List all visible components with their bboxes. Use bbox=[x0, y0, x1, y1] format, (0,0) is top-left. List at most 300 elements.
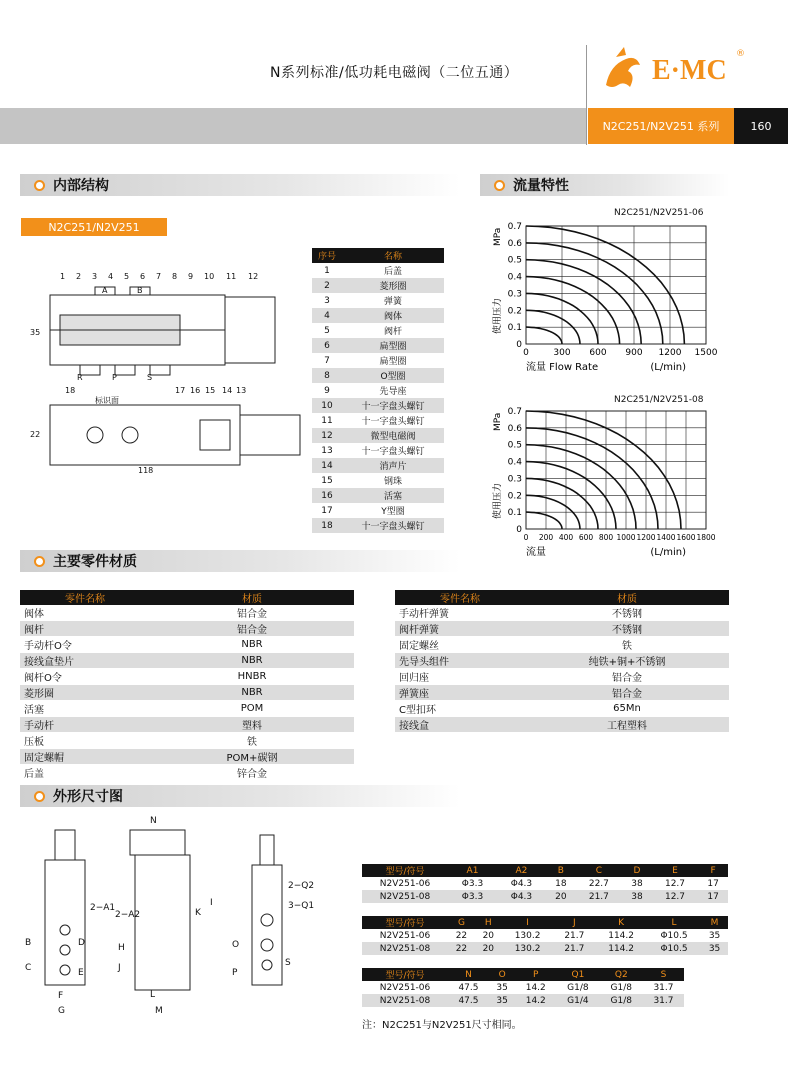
parts-row bbox=[312, 308, 444, 323]
dim-cell: 22.7 bbox=[576, 877, 622, 890]
bullet-icon bbox=[34, 791, 45, 802]
material-value: NBR bbox=[150, 637, 354, 653]
part-name: 接线盒 bbox=[395, 717, 525, 733]
part-no: 12 bbox=[312, 428, 342, 443]
mat-header-part: 零件名称 bbox=[20, 590, 150, 605]
material-value: 工程塑料 bbox=[525, 717, 729, 733]
label-m: M bbox=[155, 1006, 163, 1016]
dim-cell: N2V251-06 bbox=[362, 981, 448, 994]
part-name: 手动杆 bbox=[20, 717, 150, 733]
label-n: N bbox=[150, 816, 157, 826]
part-name: 阀杆 bbox=[342, 323, 444, 338]
dim-header: O bbox=[489, 968, 515, 981]
dim-width: 22 bbox=[30, 430, 41, 439]
dim-cell: N2V251-08 bbox=[362, 942, 448, 955]
label-o: O bbox=[232, 940, 240, 950]
callout-number: 3 bbox=[92, 272, 98, 281]
port-b: B bbox=[137, 286, 143, 295]
callout-number: 11 bbox=[226, 272, 237, 281]
callout-number: 15 bbox=[205, 386, 216, 395]
x-tick-label: 1000 bbox=[616, 533, 636, 542]
parts-row bbox=[312, 263, 444, 278]
label-k: K bbox=[195, 908, 201, 918]
part-name: 手动杆O令 bbox=[20, 637, 150, 653]
part-no: 9 bbox=[312, 383, 342, 398]
dim-header: G bbox=[448, 916, 475, 929]
part-name: C型扣环 bbox=[395, 701, 525, 717]
dim-cell: 22 bbox=[448, 929, 475, 942]
dim-header: E bbox=[652, 864, 698, 877]
dim-cell: 35 bbox=[701, 929, 728, 942]
x-tick-label: 600 bbox=[578, 533, 594, 542]
material-row bbox=[20, 605, 354, 621]
label-d: D bbox=[78, 938, 85, 948]
section-internal: 内部结构 bbox=[20, 174, 460, 196]
label-2-q2: 2−Q2 bbox=[288, 881, 315, 891]
part-no: 3 bbox=[312, 293, 342, 308]
dim-row bbox=[362, 981, 684, 994]
part-name: 阀杆弹簧 bbox=[395, 621, 525, 637]
dim-cell: G1/8 bbox=[556, 981, 599, 994]
parts-row bbox=[312, 503, 444, 518]
dim-row bbox=[362, 877, 728, 890]
callout-number: 5 bbox=[124, 272, 130, 281]
section-dimensions: 外形尺寸图 bbox=[20, 785, 460, 807]
internal-structure-drawing bbox=[20, 265, 305, 480]
part-no: 2 bbox=[312, 278, 342, 293]
mat-header-material: 材质 bbox=[525, 590, 729, 605]
flow-curve bbox=[526, 327, 562, 344]
part-name: O型圈 bbox=[342, 368, 444, 383]
dim-header: B bbox=[546, 864, 576, 877]
material-value: NBR bbox=[150, 653, 354, 669]
part-no: 17 bbox=[312, 503, 342, 518]
dim-height: 35 bbox=[30, 328, 41, 337]
part-name: 钢珠 bbox=[342, 473, 444, 488]
material-value: 铁 bbox=[525, 637, 729, 653]
parts-row bbox=[312, 518, 444, 533]
part-name: 活塞 bbox=[20, 701, 150, 717]
logo-text: E·MC bbox=[652, 55, 727, 86]
material-row bbox=[20, 621, 354, 637]
x-tick-label: 400 bbox=[558, 533, 574, 542]
dim-header: 型号/符号 bbox=[362, 968, 448, 981]
dim-cell: 17 bbox=[698, 890, 728, 903]
part-name: 阀杆O令 bbox=[20, 669, 150, 685]
callout-number: 17 bbox=[175, 386, 186, 395]
part-name: 阀体 bbox=[20, 605, 150, 621]
parts-row bbox=[312, 323, 444, 338]
x-axis-unit: (L/min) bbox=[650, 362, 686, 373]
dim-row bbox=[362, 942, 728, 955]
material-row bbox=[20, 749, 354, 765]
part-name: 固定螺丝 bbox=[395, 637, 525, 653]
dim-header: J bbox=[553, 916, 595, 929]
bullet-icon bbox=[34, 556, 45, 567]
label-f: F bbox=[58, 991, 64, 1001]
label-l: L bbox=[150, 990, 156, 1000]
parts-row bbox=[312, 488, 444, 503]
mat-header-part: 零件名称 bbox=[395, 590, 525, 605]
dim-table-1 bbox=[362, 864, 728, 903]
part-name: 接线盒垫片 bbox=[20, 653, 150, 669]
y-tick-label: 0.4 bbox=[507, 457, 522, 468]
bullet-icon bbox=[494, 180, 505, 191]
y-tick-label: 0.2 bbox=[507, 306, 522, 317]
dim-cell: 130.2 bbox=[502, 929, 554, 942]
dim-cell: 21.7 bbox=[553, 929, 595, 942]
dim-cell: 35 bbox=[701, 942, 728, 955]
y-tick-label: 0.5 bbox=[507, 440, 522, 451]
part-no: 16 bbox=[312, 488, 342, 503]
dim-cell: Φ10.5 bbox=[647, 929, 701, 942]
part-no: 13 bbox=[312, 443, 342, 458]
callout-number: 6 bbox=[140, 272, 146, 281]
material-row bbox=[395, 701, 729, 717]
nameplate-label: 标识面 bbox=[95, 396, 119, 405]
dim-cell: 20 bbox=[475, 942, 502, 955]
material-row bbox=[395, 717, 729, 733]
parts-row bbox=[312, 398, 444, 413]
dim-cell: 38 bbox=[622, 890, 652, 903]
dim-cell: Φ3.3 bbox=[448, 890, 497, 903]
dim-header: Q1 bbox=[556, 968, 599, 981]
chart1-title: N2C251/N2V251-06 bbox=[614, 208, 704, 218]
part-no: 1 bbox=[312, 263, 342, 278]
part-no: 14 bbox=[312, 458, 342, 473]
material-value: 铁 bbox=[150, 733, 354, 749]
callout-number: 4 bbox=[108, 272, 114, 281]
label-i: I bbox=[210, 898, 213, 908]
parts-row bbox=[312, 473, 444, 488]
dim-cell: 12.7 bbox=[652, 890, 698, 903]
label-e: E bbox=[78, 968, 84, 978]
parts-table bbox=[312, 248, 444, 533]
x-tick-label: 1200 bbox=[636, 533, 656, 542]
section-flow: 流量特性 bbox=[480, 174, 730, 196]
part-name: 阀体 bbox=[342, 308, 444, 323]
y-tick-label: 0.1 bbox=[507, 323, 522, 334]
material-value: 铝合金 bbox=[525, 669, 729, 685]
material-value: 塑料 bbox=[150, 717, 354, 733]
part-no: 11 bbox=[312, 413, 342, 428]
port-r: R bbox=[77, 373, 83, 382]
part-name: 活塞 bbox=[342, 488, 444, 503]
dim-cell: 14.2 bbox=[515, 981, 556, 994]
part-name: 菱形圈 bbox=[20, 685, 150, 701]
y-tick-label: 0.3 bbox=[507, 289, 522, 300]
x-tick-label: 1600 bbox=[676, 533, 696, 542]
callout-number: 12 bbox=[248, 272, 259, 281]
part-name: 先导座 bbox=[342, 383, 444, 398]
flow-curve bbox=[526, 260, 641, 344]
y-tick-label: 0.6 bbox=[507, 238, 522, 249]
dim-header: N bbox=[448, 968, 489, 981]
parts-row bbox=[312, 353, 444, 368]
label-s: S bbox=[285, 958, 291, 968]
parts-header-no: 序号 bbox=[312, 248, 342, 263]
material-value: 65Mn bbox=[525, 701, 729, 717]
x-tick-label: 0 bbox=[523, 348, 529, 358]
dim-header: A2 bbox=[497, 864, 546, 877]
material-value: HNBR bbox=[150, 669, 354, 685]
parts-row bbox=[312, 293, 444, 308]
y-tick-label: 0.6 bbox=[507, 423, 522, 434]
dim-length: 118 bbox=[138, 466, 154, 475]
part-no: 4 bbox=[312, 308, 342, 323]
dim-header: L bbox=[647, 916, 701, 929]
dim-cell: 21.7 bbox=[553, 942, 595, 955]
y-axis-unit: MPa bbox=[493, 412, 503, 431]
registered-mark: ® bbox=[736, 49, 745, 59]
dim-table-2 bbox=[362, 916, 728, 955]
dim-cell: 35 bbox=[489, 994, 515, 1007]
parts-row bbox=[312, 458, 444, 473]
y-tick-label: 0.4 bbox=[507, 272, 522, 283]
dim-cell: N2V251-06 bbox=[362, 877, 448, 890]
x-tick-label: 300 bbox=[553, 348, 571, 358]
x-tick-label: 1800 bbox=[696, 533, 716, 542]
flow-chart-08 bbox=[488, 405, 728, 565]
dim-cell: Φ10.5 bbox=[647, 942, 701, 955]
x-tick-label: 200 bbox=[538, 533, 554, 542]
flow-chart-06 bbox=[488, 220, 728, 380]
label-b: B bbox=[25, 938, 32, 948]
dim-cell: 31.7 bbox=[643, 981, 684, 994]
dim-cell: 17 bbox=[698, 877, 728, 890]
material-row bbox=[395, 605, 729, 621]
part-name: 十一字盘头螺钉 bbox=[342, 518, 444, 533]
dim-cell: 14.2 bbox=[515, 994, 556, 1007]
material-value: NBR bbox=[150, 685, 354, 701]
label-p: P bbox=[232, 968, 238, 978]
part-name: 十一字盘头螺钉 bbox=[342, 413, 444, 428]
material-value: 纯铁+铜+不锈钢 bbox=[525, 653, 729, 669]
x-tick-label: 800 bbox=[598, 533, 614, 542]
label-j: J bbox=[118, 963, 121, 973]
dim-cell: 130.2 bbox=[502, 942, 554, 955]
dim-cell: 114.2 bbox=[595, 929, 647, 942]
dim-header: 型号/符号 bbox=[362, 916, 448, 929]
label-2-a1: 2−A1 bbox=[90, 903, 116, 913]
footnote: 注：N2C251与N2V251尺寸相同。 bbox=[362, 1020, 522, 1031]
header-gray-bar bbox=[0, 108, 586, 144]
page-title: N系列标准/低功耗电磁阀（二位五通） bbox=[270, 65, 519, 81]
brand-logo bbox=[596, 45, 756, 95]
x-tick-label: 1200 bbox=[658, 348, 682, 358]
material-value: POM+碳钢 bbox=[150, 749, 354, 765]
part-name: 弹簧 bbox=[342, 293, 444, 308]
y-tick-label: 0 bbox=[516, 340, 522, 350]
material-row bbox=[395, 653, 729, 669]
dim-table-3 bbox=[362, 968, 684, 1007]
dim-header: H bbox=[475, 916, 502, 929]
part-no: 15 bbox=[312, 473, 342, 488]
material-row bbox=[395, 669, 729, 685]
x-tick-label: 1500 bbox=[694, 348, 718, 358]
label-2-a2: 2−A2 bbox=[115, 910, 141, 920]
part-name: 后盖 bbox=[20, 765, 150, 781]
x-axis-label: 流量 bbox=[526, 547, 546, 558]
dim-cell: Φ3.3 bbox=[448, 877, 497, 890]
label-3-q1: 3−Q1 bbox=[288, 901, 315, 911]
dim-header: 型号/符号 bbox=[362, 864, 448, 877]
mat-header-material: 材质 bbox=[150, 590, 354, 605]
x-tick-label: 1400 bbox=[656, 533, 676, 542]
dim-cell: N2V251-08 bbox=[362, 890, 448, 903]
dim-cell: 21.7 bbox=[576, 890, 622, 903]
dim-row bbox=[362, 929, 728, 942]
callout-number: 16 bbox=[190, 386, 201, 395]
material-row bbox=[395, 685, 729, 701]
dim-cell: N2V251-06 bbox=[362, 929, 448, 942]
x-axis-label: 流量 Flow Rate bbox=[526, 362, 599, 373]
dim-cell: 22 bbox=[448, 942, 475, 955]
dim-cell: Φ4.3 bbox=[497, 890, 546, 903]
section-materials: 主要零件材质 bbox=[20, 550, 460, 572]
material-row bbox=[20, 733, 354, 749]
dim-cell: N2V251-08 bbox=[362, 994, 448, 1007]
part-name: 十一字盘头螺钉 bbox=[342, 443, 444, 458]
callout-number: 8 bbox=[172, 272, 178, 281]
label-g: G bbox=[58, 1006, 65, 1016]
materials-table-left bbox=[20, 590, 354, 781]
y-axis-unit: MPa bbox=[493, 227, 503, 246]
part-name: 扁型圈 bbox=[342, 338, 444, 353]
parts-row bbox=[312, 383, 444, 398]
material-value: 铝合金 bbox=[525, 685, 729, 701]
port-p: P bbox=[112, 373, 117, 382]
dim-cell: 20 bbox=[475, 929, 502, 942]
material-value: 铝合金 bbox=[150, 621, 354, 637]
dim-header: C bbox=[576, 864, 622, 877]
dim-cell: 38 bbox=[622, 877, 652, 890]
material-value: 锌合金 bbox=[150, 765, 354, 781]
callout-number: 13 bbox=[236, 386, 247, 395]
part-name: 压板 bbox=[20, 733, 150, 749]
material-row bbox=[20, 701, 354, 717]
dim-cell: G1/8 bbox=[600, 994, 643, 1007]
material-value: 铝合金 bbox=[150, 605, 354, 621]
part-name: 消声片 bbox=[342, 458, 444, 473]
callout-number: 7 bbox=[156, 272, 162, 281]
label-h: H bbox=[118, 943, 125, 953]
page-number: 160 bbox=[734, 108, 788, 144]
dim-cell: 47.5 bbox=[448, 981, 489, 994]
parts-row bbox=[312, 428, 444, 443]
part-name: 固定螺帽 bbox=[20, 749, 150, 765]
parts-row bbox=[312, 443, 444, 458]
dim-header: I bbox=[502, 916, 554, 929]
part-name: 扁型圈 bbox=[342, 353, 444, 368]
x-tick-label: 600 bbox=[589, 348, 607, 358]
part-no: 10 bbox=[312, 398, 342, 413]
material-row bbox=[395, 637, 729, 653]
material-row bbox=[20, 669, 354, 685]
callout-number: 9 bbox=[188, 272, 194, 281]
y-tick-label: 0.3 bbox=[507, 474, 522, 485]
parts-row bbox=[312, 368, 444, 383]
part-name: 阀杆 bbox=[20, 621, 150, 637]
x-tick-label: 900 bbox=[625, 348, 643, 358]
part-no: 18 bbox=[312, 518, 342, 533]
y-tick-label: 0.7 bbox=[507, 222, 522, 232]
part-no: 7 bbox=[312, 353, 342, 368]
dim-header: F bbox=[698, 864, 728, 877]
part-name: Y型圈 bbox=[342, 503, 444, 518]
parts-header-name: 名称 bbox=[342, 248, 444, 263]
part-name: 回归座 bbox=[395, 669, 525, 685]
dim-header: S bbox=[643, 968, 684, 981]
callout-number: 14 bbox=[222, 386, 233, 395]
part-name: 弹簧座 bbox=[395, 685, 525, 701]
material-row bbox=[20, 685, 354, 701]
dim-cell: 18 bbox=[546, 877, 576, 890]
parts-row bbox=[312, 278, 444, 293]
bullet-icon bbox=[34, 180, 45, 191]
part-no: 5 bbox=[312, 323, 342, 338]
y-tick-label: 0.2 bbox=[507, 491, 522, 502]
materials-table-right bbox=[395, 590, 729, 733]
part-name: 手动杆弹簧 bbox=[395, 605, 525, 621]
header-divider bbox=[586, 45, 587, 145]
dim-cell: 20 bbox=[546, 890, 576, 903]
material-value: 不锈钢 bbox=[525, 605, 729, 621]
part-no: 8 bbox=[312, 368, 342, 383]
material-row bbox=[20, 765, 354, 781]
series-label: N2C251/N2V251 系列 bbox=[588, 108, 734, 144]
chart2-title: N2C251/N2V251-08 bbox=[614, 395, 704, 405]
dim-header: P bbox=[515, 968, 556, 981]
y-tick-label: 0.1 bbox=[507, 508, 522, 519]
parts-row bbox=[312, 413, 444, 428]
part-no: 6 bbox=[312, 338, 342, 353]
x-tick-label: 0 bbox=[523, 533, 529, 542]
dim-cell: G1/4 bbox=[556, 994, 599, 1007]
dim-header: D bbox=[622, 864, 652, 877]
part-name: 菱形圈 bbox=[342, 278, 444, 293]
dim-header: A1 bbox=[448, 864, 497, 877]
dim-header: Q2 bbox=[600, 968, 643, 981]
dim-cell: 47.5 bbox=[448, 994, 489, 1007]
dim-cell: G1/8 bbox=[600, 981, 643, 994]
callout-number: 2 bbox=[76, 272, 82, 281]
dim-cell: Φ4.3 bbox=[497, 877, 546, 890]
dim-cell: 114.2 bbox=[595, 942, 647, 955]
material-row bbox=[20, 717, 354, 733]
dim-header: M bbox=[701, 916, 728, 929]
dim-cell: 31.7 bbox=[643, 994, 684, 1007]
callout-number: 10 bbox=[204, 272, 215, 281]
dim-header: K bbox=[595, 916, 647, 929]
label-c: C bbox=[25, 963, 32, 973]
flow-curve bbox=[526, 512, 562, 529]
part-name: 十一字盘头螺钉 bbox=[342, 398, 444, 413]
material-value: 不锈钢 bbox=[525, 621, 729, 637]
y-tick-label: 0 bbox=[516, 525, 522, 535]
y-axis-label: 使用压力 bbox=[493, 297, 503, 334]
material-row bbox=[20, 637, 354, 653]
dim-row bbox=[362, 994, 684, 1007]
part-name: 微型电磁阀 bbox=[342, 428, 444, 443]
dim-cell: 12.7 bbox=[652, 877, 698, 890]
y-tick-label: 0.7 bbox=[507, 407, 522, 417]
y-axis-label: 使用压力 bbox=[493, 482, 503, 519]
model-tag: N2C251/N2V251 bbox=[21, 218, 167, 236]
dimension-drawings bbox=[20, 815, 350, 1020]
callout-number: 1 bbox=[60, 272, 66, 281]
material-row bbox=[20, 653, 354, 669]
